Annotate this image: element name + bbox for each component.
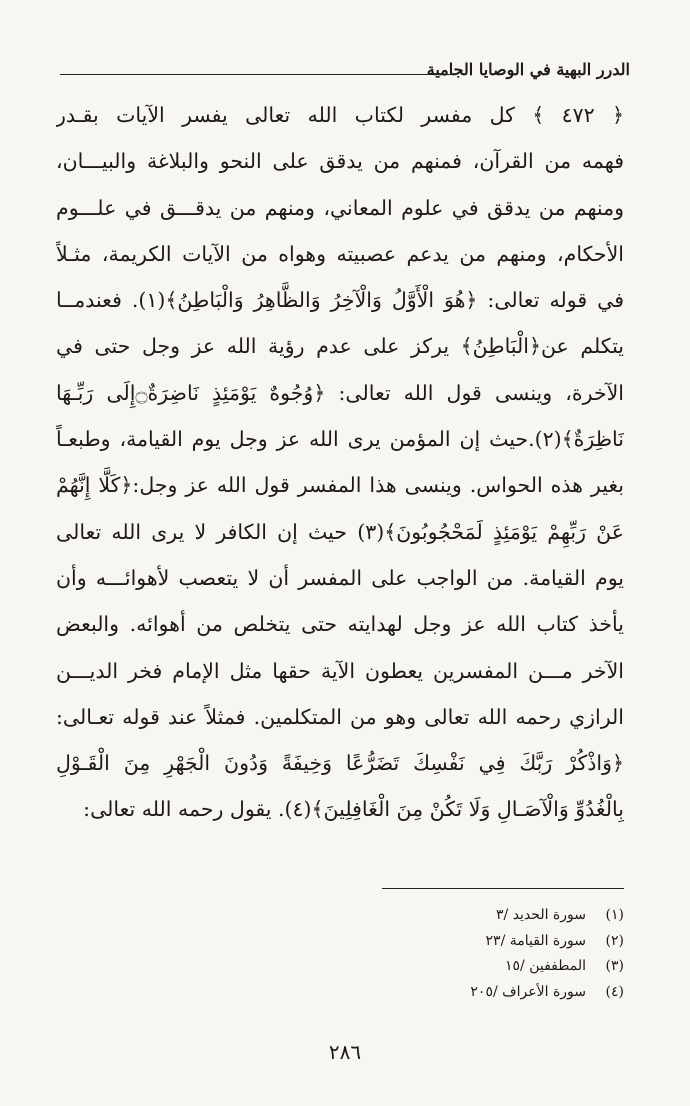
text-line: عَنْ رَبِّهِمْ يَوْمَئِذٍ لَمَحْجُوبُونَ﴾(٣) حيث إن الكافر لا يرى الله تعالى [56,519,624,544]
footnote-number: (١) [605,907,624,923]
text-line: الرازي رحمه الله تعالى وهو من المتكلمين. فمثلاً عند قوله تعـالى: [56,704,624,729]
footnotes [304,903,624,1005]
text-line: الأحكام، ومنهم من يدعم عصبيته وهواه من الآيات الكريمة، مثـلاً [56,241,624,266]
footnote-text: سورة القيامة /٢٣ [485,932,586,949]
text-line: ومنهم من يدقق في علوم المعاني، ومنهم من يدقـــق في علـــوم [56,195,624,220]
footnote-text: سورة الأعراف /٢٠٥ [470,983,586,1000]
text-line: في قوله تعالى: ﴿هُوَ الْأَوَّلُ وَالْآخِرُ وَالظَّاهِرُ وَالْبَاطِنُ﴾(١). فعندمــا [56,288,624,313]
text-line: بِالْغُدُوِّ وَالْآصَـالِ وَلَا تَكُنْ مِنَ الْغَافِلِينَ﴾(٤). يقول رحمه الله تعالى: [83,797,624,822]
text-line: فهمه من القرآن، فمنهم من يدقق على النحو والبلاغة والبيـــان، [56,149,624,174]
text-line: نَاظِرَةٌ﴾(٢).حيث إن المؤمن يرى الله عز وجل يوم القيامة، وطبعـاً [56,427,624,452]
text-line: الآخرة، وينسى قول الله تعالى: ﴿وُجُوهٌ يَوْمَئِذٍ نَاضِرَةٌ۝إِلَى رَبِّـهَا [56,380,624,405]
text-line: بغير هذه الحواس. وينسى هذا المفسر قول الله عز وجل:﴿كَلَّا إِنَّهُمْ [56,473,624,498]
text-line: يأخذ كتاب الله عز وجل لهدايته حتى يتخلص من أهوائه. والبعض [56,612,624,637]
footnote [304,980,624,1006]
footnote-number: (٢) [605,932,624,949]
running-head-title: الدرر البهية في الوصايا الجامية [426,60,630,79]
text-line: يوم القيامة. من الواجب على المفسر أن لا يتعصب لأهوائـــه وأن [56,565,624,590]
running-head [60,58,630,86]
footnote [304,954,624,980]
footnote-number: (٤) [605,983,624,1000]
header-rule [60,74,455,75]
footnote-text: المطففين /١٥ [505,958,586,974]
footnote-text: سورة الحديد /٣ [496,907,586,923]
text-line: ﴿ ٤٧٢ ﴾ كل مفسر لكتاب الله تعالى يفسر الآيات بقـدر [56,103,624,127]
footnote-number: (٣) [605,958,624,974]
text-line: يتكلم عن﴿الْبَاطِنُ﴾ يركز على عدم رؤية الله عز وجل حتى في [56,334,624,359]
footnote [304,903,624,929]
body-text [56,92,624,833]
text-line: الآخر مـــن المفسرين يعطون الآية حقها مثل الإمام فخر الديـــن [56,658,624,683]
footnote-rule [382,888,624,889]
text-line: ﴿وَاذْكُرْ رَبَّكَ فِي نَفْسِكَ تَضَرُّعًا وَخِيفَةً وَدُونَ الْجَهْرِ مِنَ الْقَـوْلِ [56,751,624,776]
page-number: ٢٨٦ [328,1040,362,1064]
footnote [304,929,624,955]
